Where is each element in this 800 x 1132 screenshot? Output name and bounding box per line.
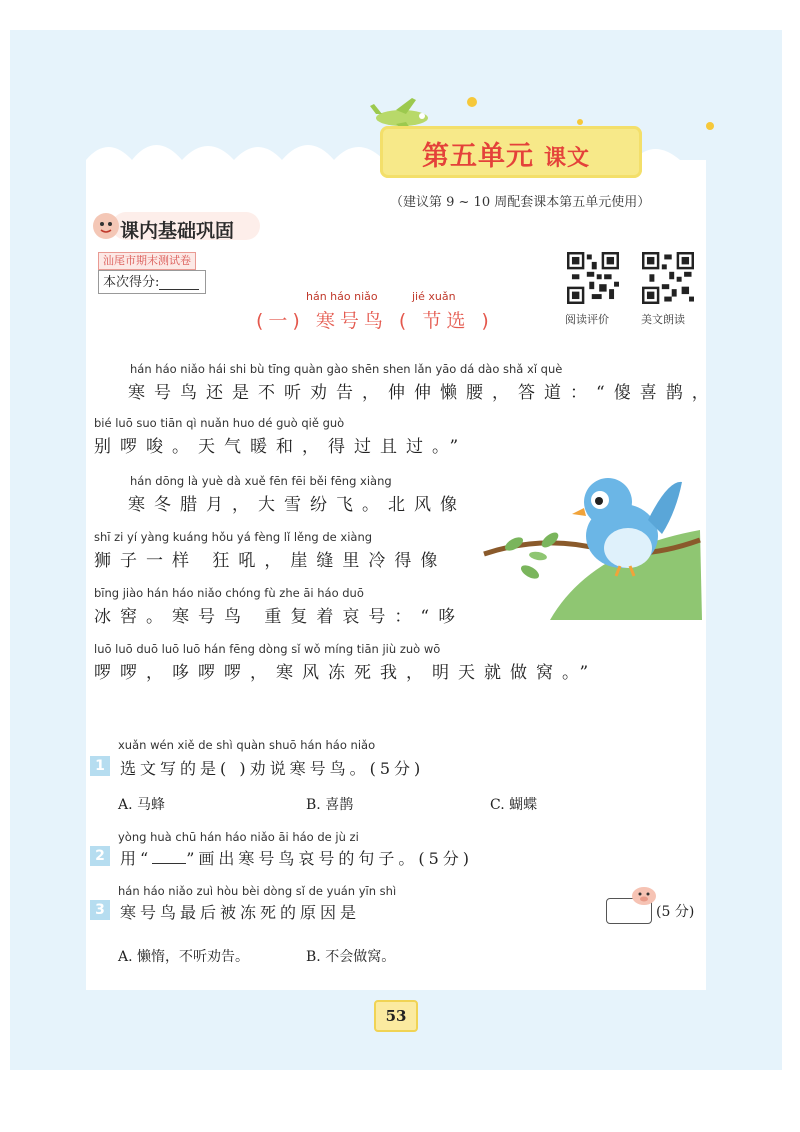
q1-pinyin: xuǎn wén xiě de shì quàn shuō hán háo niǎo — [118, 738, 376, 752]
underline-sample — [152, 853, 186, 864]
q3-option-a[interactable]: A. 懒惰，不听劝告。 — [118, 949, 250, 965]
poem-title-pinyin: jié xuǎn — [412, 290, 456, 303]
pig-icon — [630, 884, 658, 906]
poem-title: (一) 寒号鸟 ( 节选 ) — [256, 310, 494, 332]
q3-option-b[interactable]: B. 不会做窝。 — [306, 949, 396, 965]
text-line: 寒冬腊月，大雪纷飞。北风像 — [128, 495, 466, 515]
question-number: 2 — [90, 846, 110, 866]
qr-label-reading-eval: 阅读评价 — [565, 313, 609, 326]
pinyin-line: bīng jiào hán háo niǎo chóng fù zhe āi háo duō — [94, 586, 364, 600]
q2-text: 用“ ”画出寒号鸟哀号的句子。(5分) — [120, 849, 474, 868]
unit-title: 第五单元 课文 — [422, 141, 591, 172]
pinyin-line: luō luō duō luō luō hán fēng dòng sǐ wǒ míng tiān jiù zuò wō — [94, 642, 441, 656]
q1-option-b[interactable]: B. 喜鹊 — [306, 797, 354, 813]
question-number: 1 — [90, 756, 110, 776]
qr-code-icon[interactable] — [567, 252, 619, 304]
score-blank[interactable] — [159, 275, 199, 290]
text-line: 狮子一样 狂吼，崖缝里冷得像 — [94, 551, 447, 571]
q2-pinyin: yòng huà chū hán háo niǎo āi háo de jù zi — [118, 830, 359, 844]
q3-text: 寒号鸟最后被冻死的原因是 — [120, 903, 361, 922]
pinyin-line: hán dōng là yuè dà xuě fēn fēi běi fēng xiàng — [130, 474, 392, 488]
text-line: 别啰唆。天气暖和，得过且过。” — [94, 437, 468, 457]
qr-label-audio: 美文朗读 — [641, 313, 685, 326]
usage-note: （建议第 9 ~ 10 周配套课本第五单元使用） — [390, 195, 651, 210]
page-number: 53 — [374, 1000, 418, 1032]
poem-title-pinyin: hán háo niǎo — [306, 290, 378, 303]
pinyin-line: bié luō suo tiān qì nuǎn huo dé guò qiě guò — [94, 416, 345, 430]
bird-illustration — [480, 470, 702, 620]
q1-text: 选文写的是( )劝说寒号鸟。(5分) — [120, 759, 425, 778]
text-line: 冰窖。寒号鸟 重复着哀号：“哆 — [94, 607, 465, 627]
question-number: 3 — [90, 900, 110, 920]
q1-option-c[interactable]: C. 蝴蝶 — [490, 797, 538, 813]
q3-points: (5 分) — [656, 904, 695, 920]
qr-code-icon[interactable] — [642, 252, 694, 304]
exam-tag: 汕尾市期末测试卷 — [98, 252, 196, 270]
text-line: 啰啰，哆啰啰，寒风冻死我，明天就做窝。” — [94, 663, 598, 683]
text-line: 寒号鸟还是不听劝告，伸伸懒腰，答道：“傻喜鹊， — [128, 383, 718, 403]
q3-pinyin: hán háo niǎo zuì hòu bèi dòng sǐ de yuán yīn shì — [118, 884, 397, 898]
q1-option-a[interactable]: A. 马蜂 — [118, 797, 166, 813]
score-box: 本次得分: — [98, 270, 206, 294]
section-title: 课内基础巩固 — [120, 220, 235, 242]
pinyin-line: hán háo niǎo hái shi bù tīng quàn gào shēn shen lǎn yāo dá dào shǎ xǐ què — [130, 362, 563, 376]
pinyin-line: shī zi yí yàng kuáng hǒu yá fèng lǐ lěng de xiàng — [94, 530, 373, 544]
